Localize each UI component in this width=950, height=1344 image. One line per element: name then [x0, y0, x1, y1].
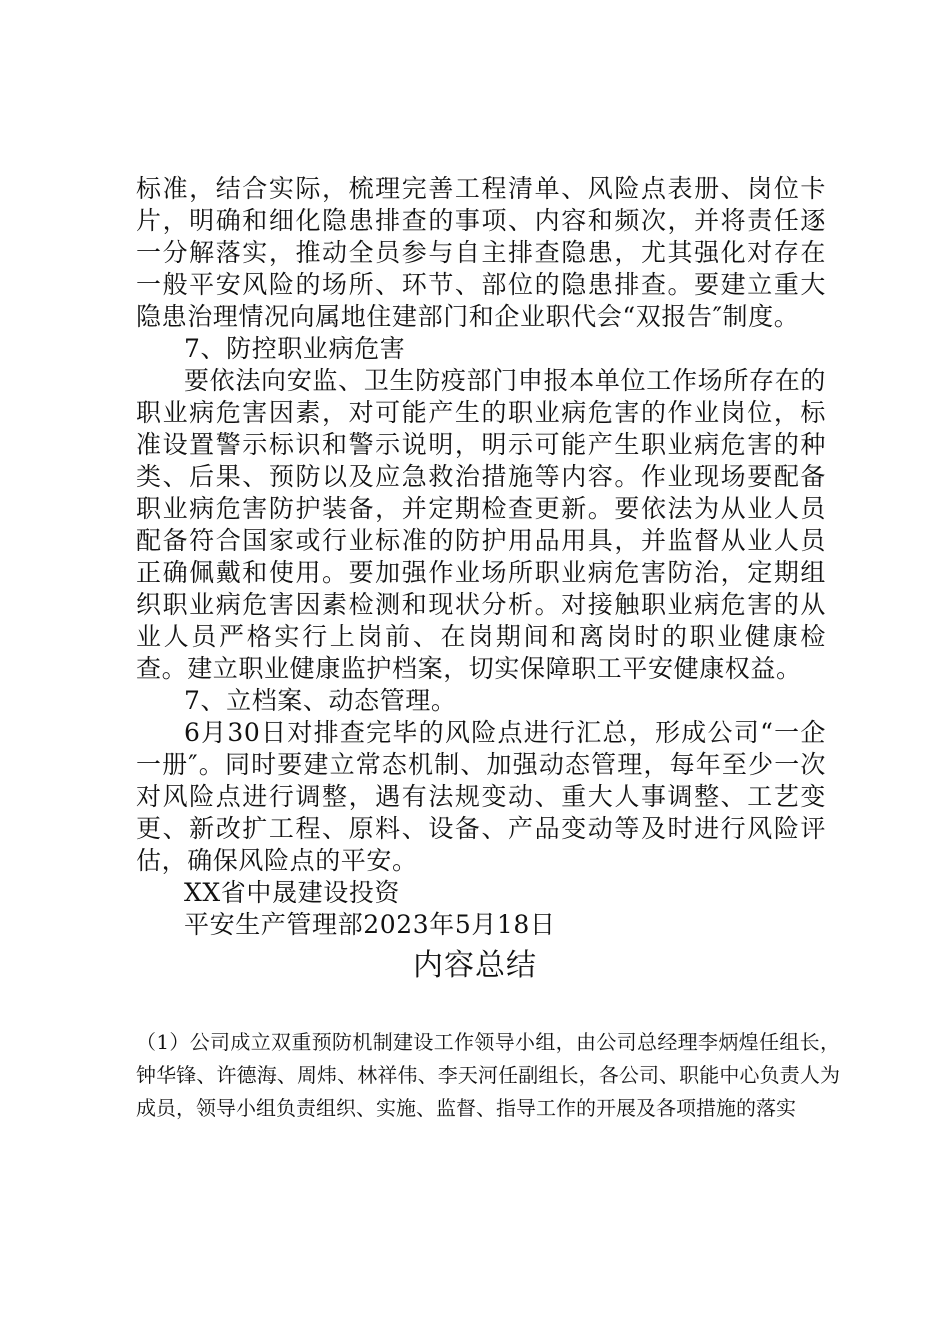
section-heading-archive-management: 7、立档案、动态管理。 — [184, 686, 457, 715]
summary-text: （1）公司成立双重预防机制建设工作领导小组，由公司总经理李炳煌任组长，钟华锋、许德海、周炜、林祥伟、李天河任副组长，各公司、职能中心负责人为成员，领导小组负责组织、实施、监督、指导工作的开展及各项措施的落实 — [136, 1030, 840, 1120]
paragraph-archive-management: 6月30日对排查完毕的风险点进行汇总，形成公司“一企一册″。同时要建立常态机制、加强动态管理，每年至少一次对风险点进行调整，遇有法规变动、重大人事调整、工艺变更、新改扩工程、原料、设备、产品变动等及时进行风险评估，确保风险点的平安。 — [136, 718, 826, 875]
summary-title: 内容总结 — [413, 948, 537, 983]
document-body — [136, 173, 826, 941]
paragraph-occupational-hazards: 要依法向安监、卫生防疫部门申报本单位工作场所存在的职业病危害因素，对可能产生的职业病危害的作业岗位，标准设置警示标识和警示说明，明示可能产生职业病危害的种类、后果、预防以及应急救治措施等内容。作业现场要配备职业病危害防护装备，并定期检查更新。要依法为从业人员配备符合国家或行业标准的防护用品用具，并监督从业人员正确佩戴和使用。要加强作业场所职业病危害防治，定期组织职业病危害因素检测和现状分析。对接触职业病危害的从业人员严格实行上岗前、在岗期间和离岗时的职业健康检查。建立职业健康监护档案，切实保障职工平安健康权益。 — [136, 366, 826, 683]
section-heading-occupational-hazards: 7、防控职业病危害 — [184, 334, 406, 363]
signature-department-date: 平安生产管理部2023年5月18日 — [184, 910, 556, 939]
paragraph-continuation: 标准，结合实际，梳理完善工程清单、风险点表册、岗位卡片，明确和细化隐患排查的事项、内容和频次，并将责任逐一分解落实，推动全员参与自主排查隐患，尤其强化对存在一般平安风险的场所、环节、部位的隐患排查。要建立重大隐患治理情况向属地住建部门和企业职代会“双报告″制度。 — [136, 174, 826, 331]
signature-company: XX省中晟建设投资 — [184, 878, 400, 907]
